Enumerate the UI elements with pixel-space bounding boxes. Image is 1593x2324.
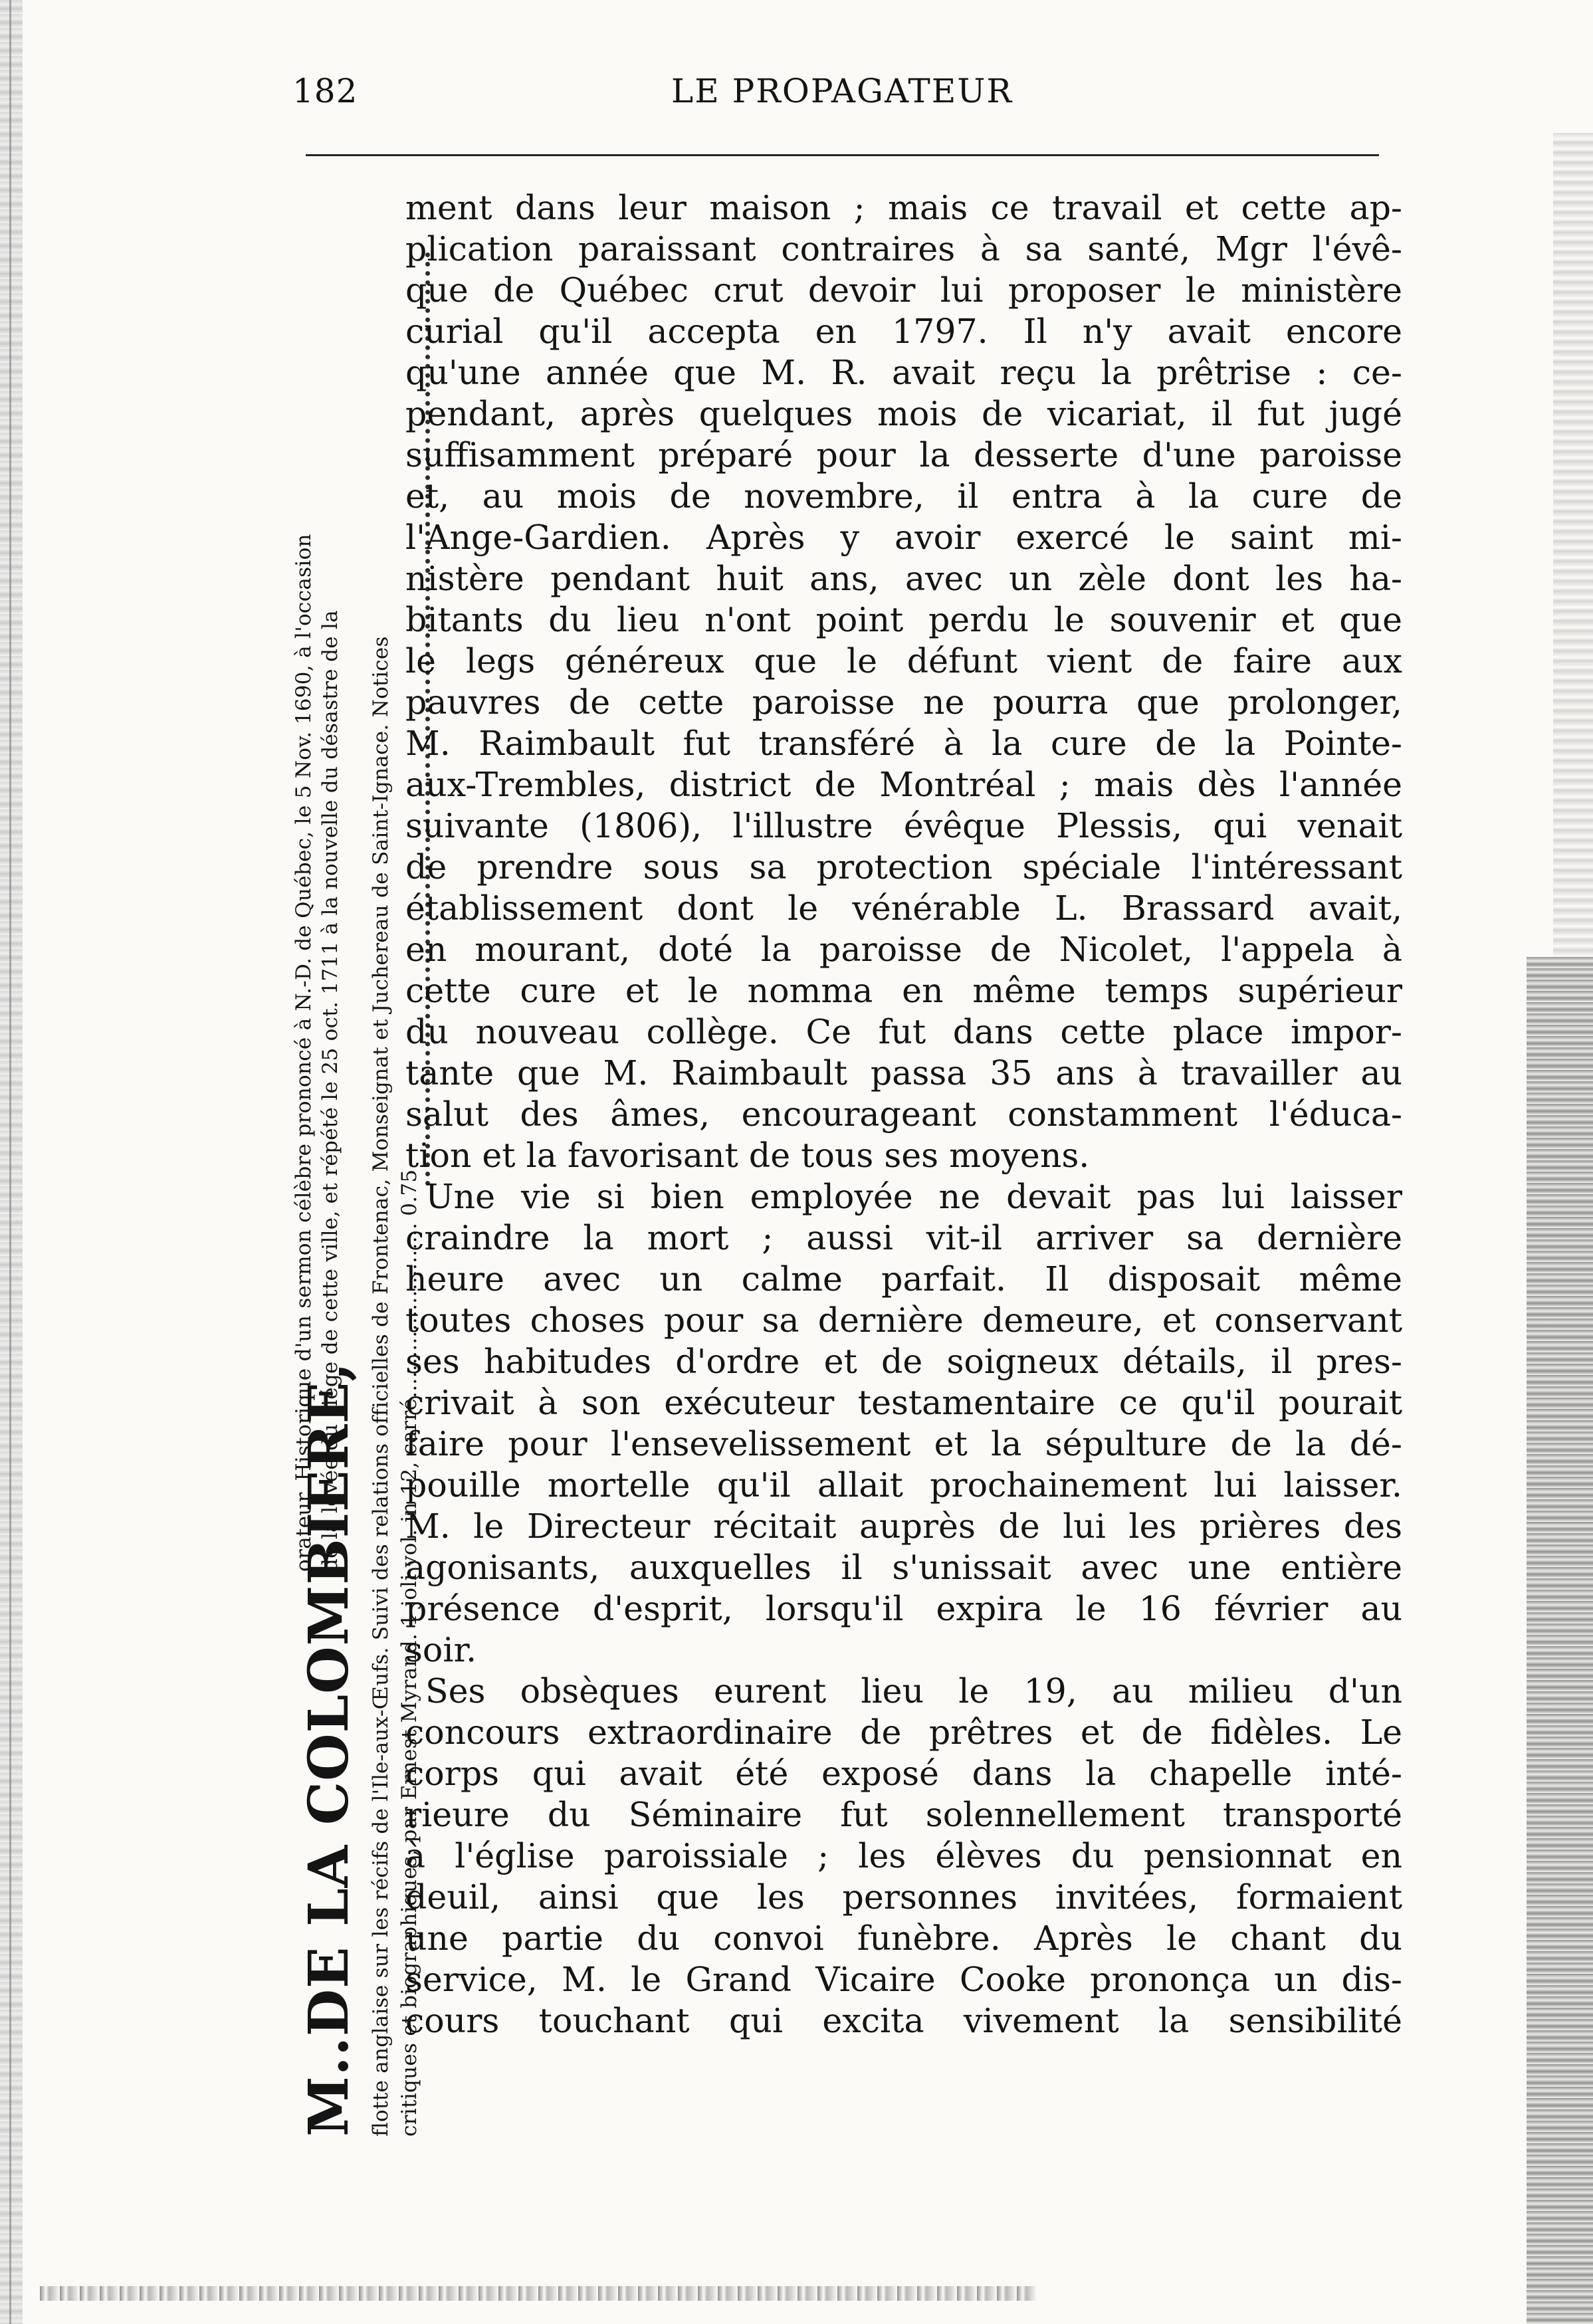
text-line: ment dans leur maison ; mais ce travail et cette ap- xyxy=(405,188,1402,227)
text-line: l'Ange-Gardien. Après y avoir exercé le saint mi- xyxy=(405,518,1402,557)
text-line: Une vie si bien employée ne devait pas lui laisser xyxy=(425,1177,1402,1216)
running-title: LE PROPAGATEUR xyxy=(671,72,1013,110)
text-line: plication paraissant contraires à sa santé, Mgr l'évê- xyxy=(405,229,1402,268)
text-line: M. Raimbault fut transféré à la cure de la Pointe- xyxy=(405,724,1402,763)
text-line: tante que M. Raimbault passa 35 ans à travailler au xyxy=(405,1053,1402,1093)
text-line: une partie du convoi funèbre. Après le chant du xyxy=(405,1919,1402,1958)
text-line: de prendre sous sa protection spéciale l'intéressant xyxy=(405,847,1402,887)
text-line: M. le Directeur récitait auprès de lui les prières des xyxy=(405,1507,1402,1546)
text-line: ses habitudes d'ordre et de soigneux détails, il pres- xyxy=(405,1342,1402,1381)
text-line: cette cure et le nomma en même temps supérieur xyxy=(405,971,1402,1010)
text-line: bitants du lieu n'ont point perdu le souvenir et que xyxy=(405,600,1402,639)
text-line: Ses obsèques eurent lieu le 19, au milieu d'un xyxy=(425,1671,1402,1711)
sidebar-title: M..DE LA COLOMBIERE, xyxy=(297,1362,361,2137)
text-line: du nouveau collège. Ce fut dans cette place impor- xyxy=(405,1012,1402,1051)
text-line: présence d'esprit, lorsqu'il expira le 16 février au xyxy=(405,1589,1402,1628)
text-line: salut des âmes, encourageant constamment l'éduca- xyxy=(405,1095,1402,1134)
text-line: rieure du Séminaire fut solennellement transporté xyxy=(405,1795,1402,1834)
right-page-edge-upper xyxy=(1553,133,1593,957)
text-line: tion et la favorisant de tous ses moyens. xyxy=(405,1136,1090,1175)
text-line: curial qu'il accepta en 1797. Il n'y avait encore xyxy=(405,312,1402,351)
page-header xyxy=(292,72,1389,132)
text-line: corps qui avait été exposé dans la chapelle inté- xyxy=(405,1754,1402,1793)
text-line: agonisants, auxquelles il s'unissait avec une entière xyxy=(405,1548,1402,1587)
text-line: en mourant, doté la paroisse de Nicolet, l'appela à xyxy=(405,930,1402,969)
text-line: que de Québec crut devoir lui proposer le ministère xyxy=(405,270,1402,310)
left-binding-edge xyxy=(0,0,23,2324)
sidebar-line: critiques et biographiques, par Ernest Myrand. 1 joli vol. in-12, carré.......................... 0.75 xyxy=(397,1169,421,2137)
text-line: le legs généreux que le défunt vient de faire aux xyxy=(405,641,1402,681)
text-line: qu'une année que M. R. avait reçu la prêtrise : ce- xyxy=(405,353,1402,392)
text-line: et, au mois de novembre, il entra à la cure de xyxy=(405,476,1402,516)
header-rule xyxy=(306,154,1379,156)
text-line: pouille mortelle qu'il allait prochainement lui laisser. xyxy=(405,1465,1402,1505)
text-line: établissement dont le vénérable L. Brassard avait, xyxy=(405,889,1402,928)
text-line: concours extraordinaire de prêtres et de fidèles. Le xyxy=(405,1713,1402,1752)
right-page-edge xyxy=(1527,957,1593,2324)
text-line: suivante (1806), l'illustre évêque Plessis, qui venait xyxy=(405,806,1402,845)
text-line: cours touchant qui excita vivement la sensibilité xyxy=(405,2001,1402,2040)
body-text xyxy=(405,187,1402,2042)
text-line: pendant, après quelques mois de vicariat, il fut jugé xyxy=(405,394,1402,433)
text-line: pauvres de cette paroisse ne pourra que prolonger, xyxy=(405,683,1402,722)
text-line: soir. xyxy=(405,1630,477,1669)
page-number: 182 xyxy=(292,72,358,110)
text-line: crivait à son exécuteur testamentaire ce qu'il pourait xyxy=(405,1383,1402,1422)
sidebar-line: de la levée du siége de cette ville, et répété le 25 oct. 1711 à la nouvelle du désastre de la xyxy=(318,609,342,1572)
text-line: aux-Trembles, district de Montréal ; mais dès l'année xyxy=(405,765,1402,804)
text-line: faire pour l'ensevelissement et la sépulture de la dé- xyxy=(405,1424,1402,1463)
text-line: suffisamment préparé pour la desserte d'une paroisse xyxy=(405,435,1402,475)
text-line: toutes choses pour sa dernière demeure, et conservant xyxy=(405,1301,1402,1340)
text-line: heure avec un calme parfait. Il disposait même xyxy=(405,1259,1402,1299)
text-line: à l'église paroissiale ; les élèves du pensionnat en xyxy=(405,1836,1402,1875)
bottom-scan-noise xyxy=(40,2286,1037,2301)
text-line: craindre la mort ; aussi vit-il arriver sa dernière xyxy=(405,1218,1402,1257)
text-line: nistère pendant huit ans, avec un zèle dont les ha- xyxy=(405,559,1402,598)
sidebar-line: orateur. Historique d'un sermon célèbre prononcé à N.-D. de Québec, le 5 Nov. 1690, à l'occasion xyxy=(292,534,316,1572)
text-line: service, M. le Grand Vicaire Cooke prononça un dis- xyxy=(405,1960,1402,1999)
left-binding-line xyxy=(9,0,11,2324)
sidebar-line: flotte anglaise sur les récifs de l'Ile-aux-Œufs. Suivi des relations officielles de Frontenac, Monseignat et Juchereau de Saint-Ignace. Notices xyxy=(369,636,393,2137)
text-line: deuil, ainsi que les personnes invitées, formaient xyxy=(405,1877,1402,1917)
